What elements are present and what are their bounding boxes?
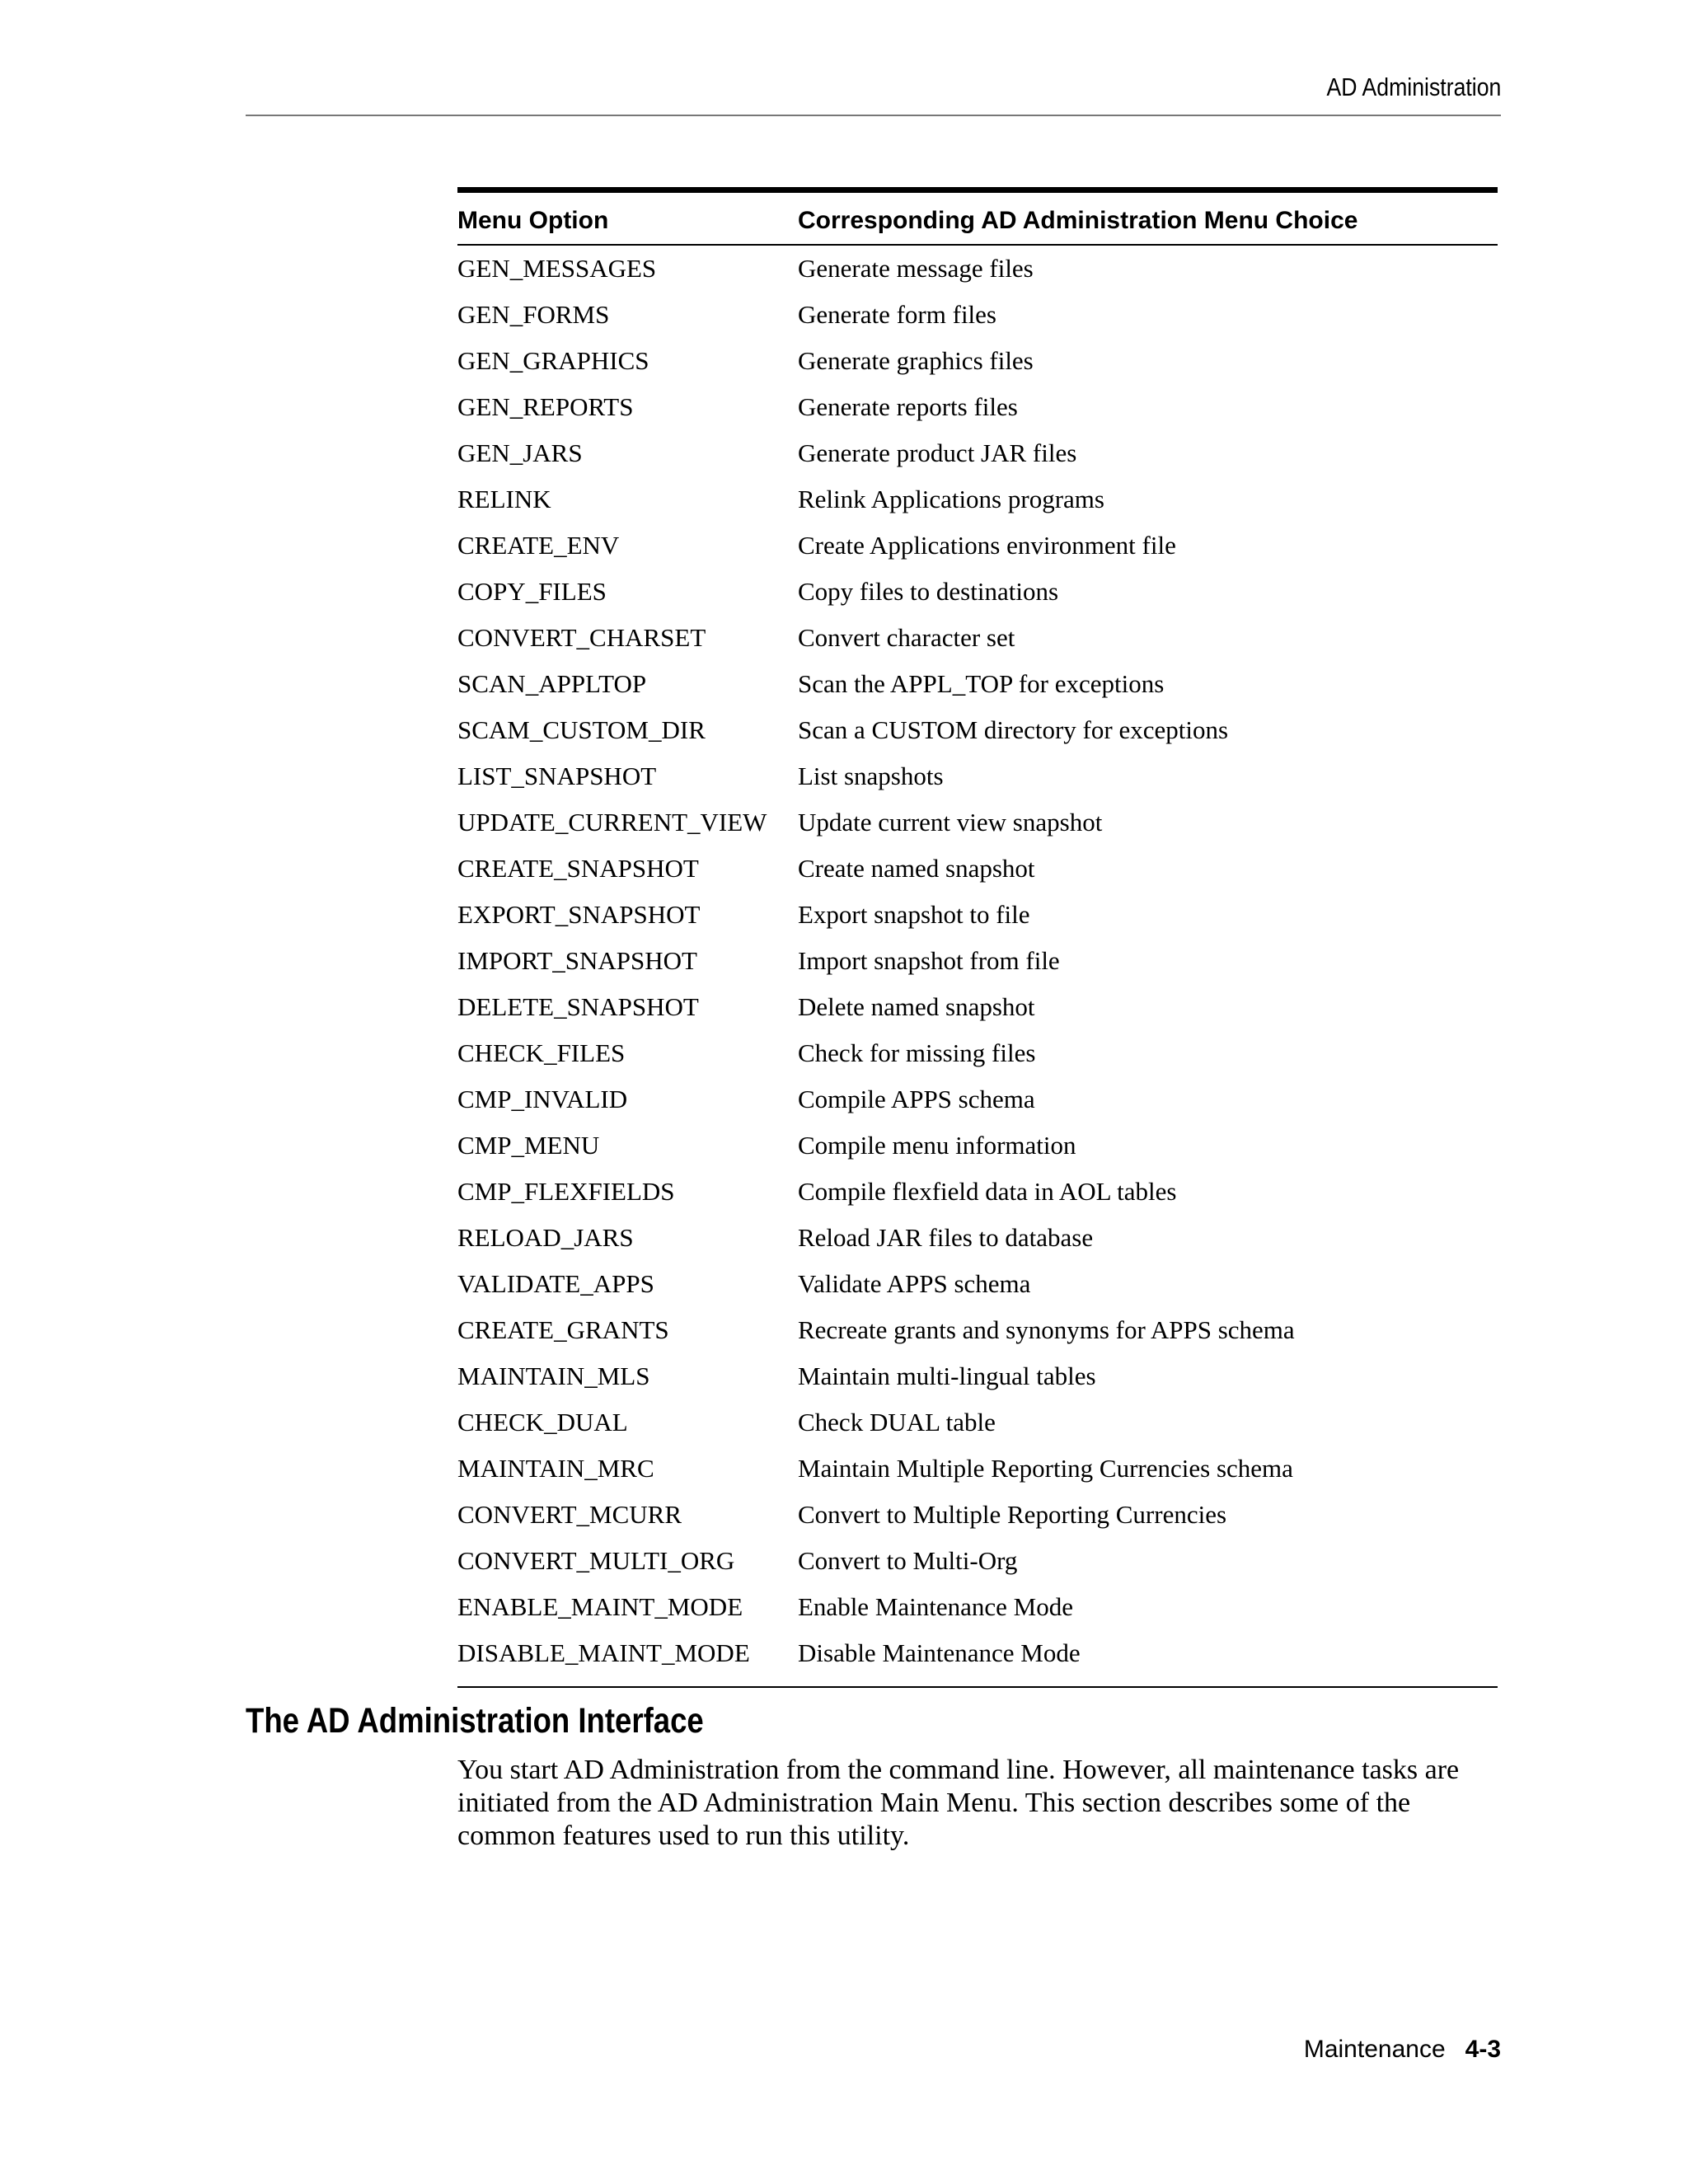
- column-header-menu-choice: Corresponding AD Administration Menu Choice: [798, 190, 1498, 246]
- menu-options-table-container: [457, 187, 1498, 1688]
- table-row: [457, 1307, 1498, 1353]
- column-header-menu-option: Menu Option: [457, 190, 798, 246]
- menu-choice-cell: Generate graphics files: [798, 346, 1034, 375]
- menu-option-cell: DISABLE_MAINT_MODE: [457, 1638, 750, 1667]
- menu-choice-cell: Disable Maintenance Mode: [798, 1638, 1081, 1667]
- menu-choice-cell: Check DUAL table: [798, 1408, 996, 1436]
- menu-choice-cell: Recreate grants and synonyms for APPS schema: [798, 1315, 1295, 1344]
- table-row: [457, 1215, 1498, 1261]
- table-row: [457, 245, 1498, 292]
- menu-choice-cell: Copy files to destinations: [798, 577, 1059, 606]
- menu-choice-cell: Import snapshot from file: [798, 946, 1060, 975]
- menu-option-cell: CREATE_ENV: [457, 531, 620, 560]
- footer-chapter: Maintenance: [1303, 2036, 1446, 2063]
- table-row: [457, 338, 1498, 384]
- menu-option-cell: CMP_MENU: [457, 1131, 600, 1160]
- menu-option-cell: MAINTAIN_MLS: [457, 1361, 650, 1390]
- menu-choice-cell: Enable Maintenance Mode: [798, 1592, 1073, 1621]
- menu-option-cell: UPDATE_CURRENT_VIEW: [457, 808, 767, 837]
- table-row: [457, 569, 1498, 615]
- table-row: [457, 707, 1498, 753]
- menu-option-cell: CONVERT_CHARSET: [457, 623, 706, 652]
- table-body: [457, 245, 1498, 1687]
- menu-option-cell: SCAN_APPLTOP: [457, 669, 647, 698]
- menu-option-cell: CMP_FLEXFIELDS: [457, 1177, 675, 1206]
- table-row: [457, 984, 1498, 1030]
- table-row: [457, 1076, 1498, 1122]
- menu-option-cell: CONVERT_MULTI_ORG: [457, 1546, 735, 1575]
- menu-choice-cell: Convert character set: [798, 623, 1015, 652]
- table-row: [457, 1584, 1498, 1630]
- menu-choice-cell: Generate product JAR files: [798, 438, 1077, 467]
- menu-option-cell: CHECK_FILES: [457, 1038, 626, 1067]
- menu-option-cell: CREATE_SNAPSHOT: [457, 854, 699, 883]
- menu-option-cell: DELETE_SNAPSHOT: [457, 992, 699, 1021]
- menu-option-cell: EXPORT_SNAPSHOT: [457, 900, 701, 929]
- table-row: [457, 292, 1498, 338]
- menu-option-cell: CMP_INVALID: [457, 1085, 628, 1113]
- menu-choice-cell: Create Applications environment file: [798, 531, 1176, 560]
- page-number: 4-3: [1465, 2036, 1501, 2063]
- menu-choice-cell: Scan a CUSTOM directory for exceptions: [798, 715, 1229, 744]
- menu-choice-cell: Compile APPS schema: [798, 1085, 1035, 1113]
- menu-choice-cell: Maintain Multiple Reporting Currencies schema: [798, 1454, 1293, 1483]
- menu-option-cell: CONVERT_MCURR: [457, 1500, 682, 1529]
- menu-option-cell: CHECK_DUAL: [457, 1408, 628, 1436]
- menu-choice-cell: Reload JAR files to database: [798, 1223, 1094, 1252]
- menu-choice-cell: Convert to Multi-Org: [798, 1546, 1018, 1575]
- menu-option-cell: GEN_MESSAGES: [457, 254, 657, 283]
- menu-option-cell: MAINTAIN_MRC: [457, 1454, 654, 1483]
- menu-choice-cell: Validate APPS schema: [798, 1269, 1031, 1298]
- menu-option-cell: LIST_SNAPSHOT: [457, 762, 657, 790]
- body-paragraph: You start AD Administration from the command line. However, all maintenance tasks are initiated from the AD Administration Main Menu. This section describes some of the common features used to run this utility.: [457, 1755, 1460, 1851]
- menu-choice-cell: Generate message files: [798, 254, 1034, 283]
- table-row: [457, 1122, 1498, 1169]
- menu-choice-cell: Check for missing files: [798, 1038, 1036, 1067]
- table-row: [457, 938, 1498, 984]
- menu-choice-cell: Export snapshot to file: [798, 900, 1030, 929]
- menu-choice-cell: Compile menu information: [798, 1131, 1076, 1160]
- menu-option-cell: RELOAD_JARS: [457, 1223, 634, 1252]
- menu-choice-cell: List snapshots: [798, 762, 944, 790]
- table-row: [457, 1030, 1498, 1076]
- menu-option-cell: VALIDATE_APPS: [457, 1269, 654, 1298]
- table-row: [457, 1353, 1498, 1399]
- menu-choice-cell: Convert to Multiple Reporting Currencies: [798, 1500, 1227, 1529]
- menu-choice-cell: Compile flexfield data in AOL tables: [798, 1177, 1177, 1206]
- menu-option-cell: SCAM_CUSTOM_DIR: [457, 715, 706, 744]
- table-row: [457, 753, 1498, 799]
- menu-option-cell: CREATE_GRANTS: [457, 1315, 669, 1344]
- table-row: [457, 615, 1498, 661]
- table-row: [457, 1630, 1498, 1676]
- menu-option-cell: GEN_FORMS: [457, 300, 610, 329]
- table-bottom-spacer: [457, 1676, 1498, 1687]
- running-header: AD Administration: [1326, 73, 1501, 101]
- table-row: [457, 1538, 1498, 1584]
- table-row: [457, 1261, 1498, 1307]
- table-row: [457, 476, 1498, 523]
- menu-choice-cell: Delete named snapshot: [798, 992, 1035, 1021]
- menu-choice-cell: Relink Applications programs: [798, 485, 1104, 513]
- table-row: [457, 1446, 1498, 1492]
- menu-option-cell: GEN_GRAPHICS: [457, 346, 649, 375]
- table-header-row: [457, 190, 1498, 246]
- table-row: [457, 1492, 1498, 1538]
- table-row: [457, 384, 1498, 430]
- page-footer: [1304, 2036, 1501, 2064]
- table-row: [457, 892, 1498, 938]
- menu-option-cell: GEN_REPORTS: [457, 392, 634, 421]
- table-row: [457, 1399, 1498, 1446]
- table-row: [457, 430, 1498, 476]
- menu-choice-cell: Update current view snapshot: [798, 808, 1103, 837]
- section-heading: The AD Administration Interface: [246, 1701, 704, 1741]
- menu-option-cell: COPY_FILES: [457, 577, 607, 606]
- menu-option-cell: IMPORT_SNAPSHOT: [457, 946, 697, 975]
- table-row: [457, 661, 1498, 707]
- menu-choice-cell: Maintain multi-lingual tables: [798, 1361, 1096, 1390]
- table-row: [457, 1169, 1498, 1215]
- menu-choice-cell: Create named snapshot: [798, 854, 1035, 883]
- menu-options-table: [457, 187, 1498, 1688]
- table-row: [457, 523, 1498, 569]
- header-rule: [246, 115, 1501, 116]
- menu-option-cell: GEN_JARS: [457, 438, 583, 467]
- table-row: [457, 799, 1498, 846]
- menu-option-cell: ENABLE_MAINT_MODE: [457, 1592, 743, 1621]
- menu-choice-cell: Scan the APPL_TOP for exceptions: [798, 669, 1165, 698]
- menu-option-cell: RELINK: [457, 485, 551, 513]
- table-row: [457, 846, 1498, 892]
- menu-choice-cell: Generate form files: [798, 300, 996, 329]
- menu-choice-cell: Generate reports files: [798, 392, 1018, 421]
- spacer-cell: [457, 1676, 1498, 1687]
